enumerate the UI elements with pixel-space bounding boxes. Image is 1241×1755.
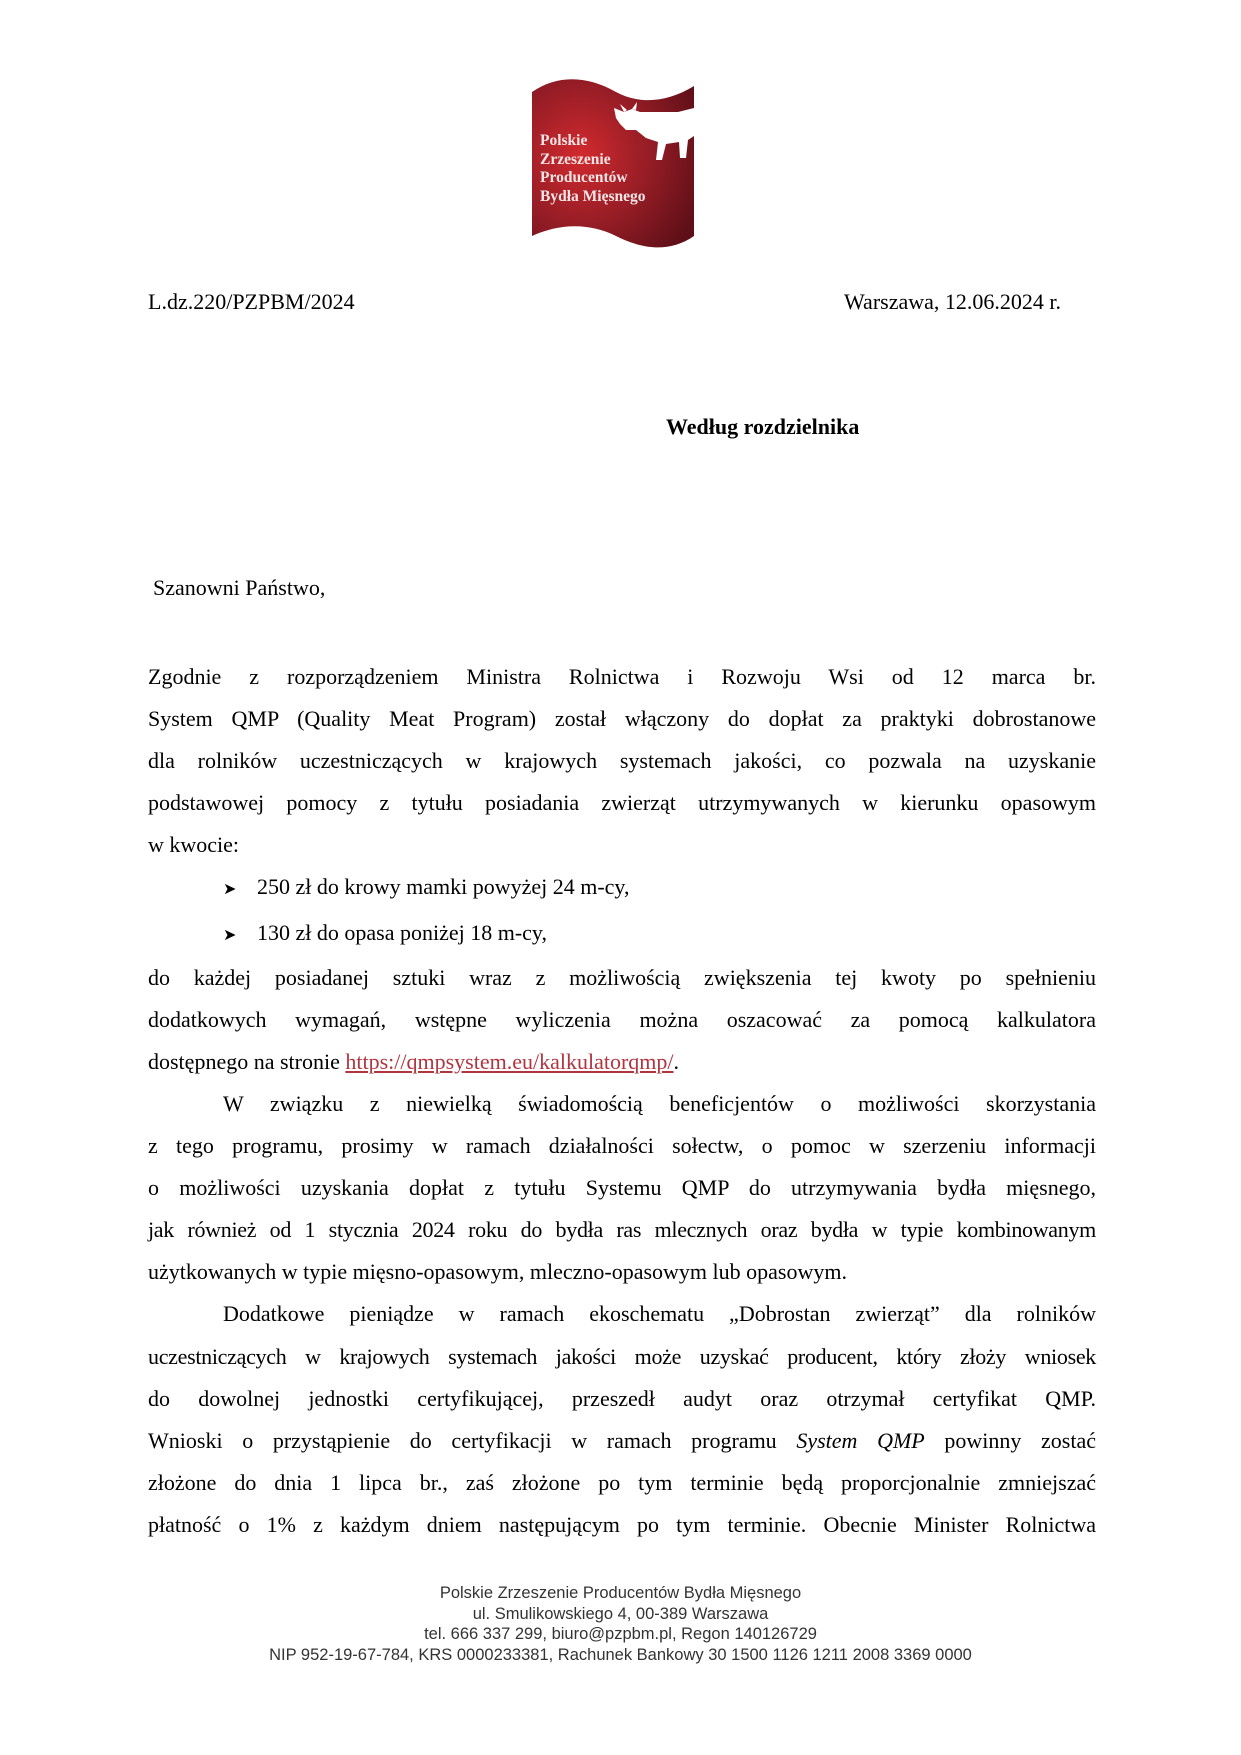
body-text: dostępnego na stronie <box>148 1048 346 1074</box>
letter-body <box>148 656 1096 1546</box>
body-line: dodatkowych wymagań, wstępne wyliczenia można oszacować za pomocą kalkulatora <box>148 1006 1096 1032</box>
arrow-bullet-icon: ➤ <box>223 926 237 944</box>
body-line: o możliwości uzyskania dopłat z tytułu Systemu QMP do utrzymywania bydła mięsnego, <box>148 1175 1096 1201</box>
letter-footer <box>0 1583 1241 1665</box>
list-item-text: 250 zł do krowy mamki powyżej 24 m-cy, <box>257 874 630 900</box>
paragraph-2 <box>148 957 1096 1083</box>
list-item <box>148 866 1096 911</box>
arrow-bullet-icon: ➤ <box>223 881 237 899</box>
place-date: Warszawa, 12.06.2024 r. <box>844 289 1061 314</box>
reference-number: L.dz.220/PZPBM/2024 <box>148 289 355 314</box>
list-item-text: 130 zł do opasa poniżej 18 m-cy, <box>257 919 547 945</box>
paragraph-3 <box>148 1083 1096 1293</box>
organization-logo <box>528 78 700 253</box>
logo-text <box>540 132 646 206</box>
paragraph-1 <box>148 656 1096 866</box>
body-line: płatność o 1% z każdym dniem następującym po tym terminie. Obecnie Minister Rolnictwa <box>148 1511 1096 1537</box>
body-line <box>148 1420 1096 1462</box>
footer-registration: NIP 952-19-67-784, KRS 0000233381, Rachunek Bankowy 30 1500 1126 1211 2008 3369 0000 <box>269 1645 972 1664</box>
program-name: System QMP <box>796 1427 925 1453</box>
list-item <box>148 912 1096 957</box>
body-line: W związku z niewielką świadomością beneficjentów o możliwości skorzystania <box>223 1090 1096 1116</box>
paragraph-4 <box>148 1293 1096 1546</box>
body-line <box>148 1041 1096 1083</box>
footer-org-name: Polskie Zrzeszenie Producentów Bydła Mięsnego <box>439 1584 802 1602</box>
body-line: w kwocie: <box>148 832 240 858</box>
body-text: powinny zostać <box>924 1427 1096 1453</box>
greeting: Szanowni Państwo, <box>153 575 326 600</box>
body-line: Dodatkowe pieniądze w ramach ekoschematu „Dobrostan zwierząt” dla rolników <box>223 1301 1096 1327</box>
recipient-line: Według rozdzielnika <box>666 414 860 439</box>
body-line: Zgodnie z rozporządzeniem Ministra Rolnictwa i Rozwoju Wsi od 12 marca br. <box>148 664 1096 689</box>
body-line: jak również od 1 stycznia 2024 roku do bydła ras mlecznych oraz bydła w typie kombinowanym <box>148 1217 1096 1243</box>
logo-line: Bydła Mięsnego <box>540 187 646 205</box>
body-line: dla rolników uczestniczących w krajowych systemach jakości, co pozwala na uzyskanie <box>148 748 1096 774</box>
body-line: System QMP (Quality Meat Program) został włączony do dopłat za praktyki dobrostanowe <box>148 706 1096 732</box>
body-line: uczestniczących w krajowych systemach jakości może uzyskać producent, który złoży wniosek <box>148 1343 1096 1369</box>
logo-line: Polskie <box>540 132 588 149</box>
body-line: do dowolnej jednostki certyfikującej, przeszedł audyt oraz otrzymał certyfikat QMP. <box>148 1385 1096 1411</box>
footer-contact: tel. 666 337 299, biuro@pzpbm.pl, Regon 140126729 <box>424 1625 817 1643</box>
footer-address: ul. Smulikowskiego 4, 00-389 Warszawa <box>472 1604 769 1623</box>
logo-line: Producentów <box>540 169 628 186</box>
body-text: . <box>673 1048 680 1074</box>
body-line: podstawowej pomocy z tytułu posiadania zwierząt utrzymywanych w kierunku opasowym <box>148 790 1096 816</box>
body-line: z tego programu, prosimy w ramach działalności sołectw, o pomoc w szerzeniu informacji <box>148 1133 1096 1159</box>
body-line: złożone do dnia 1 lipca br., zaś złożone po tym terminie będą proporcjonalnie zmniejszać <box>148 1469 1096 1495</box>
calculator-link[interactable]: https://qmpsystem.eu/kalkulatorqmp/ <box>345 1048 674 1074</box>
body-text: Wnioski o przystąpienie do certyfikacji w ramach programu <box>148 1427 797 1453</box>
amount-list <box>148 866 1096 956</box>
body-line: do każdej posiadanej sztuki wraz z możliwością zwiększenia tej kwoty po spełnieniu <box>148 964 1096 990</box>
logo-line: Zrzeszenie <box>540 150 611 168</box>
body-line: użytkowanych w typie mięsno-opasowym, mleczno-opasowym lub opasowym. <box>148 1259 847 1285</box>
